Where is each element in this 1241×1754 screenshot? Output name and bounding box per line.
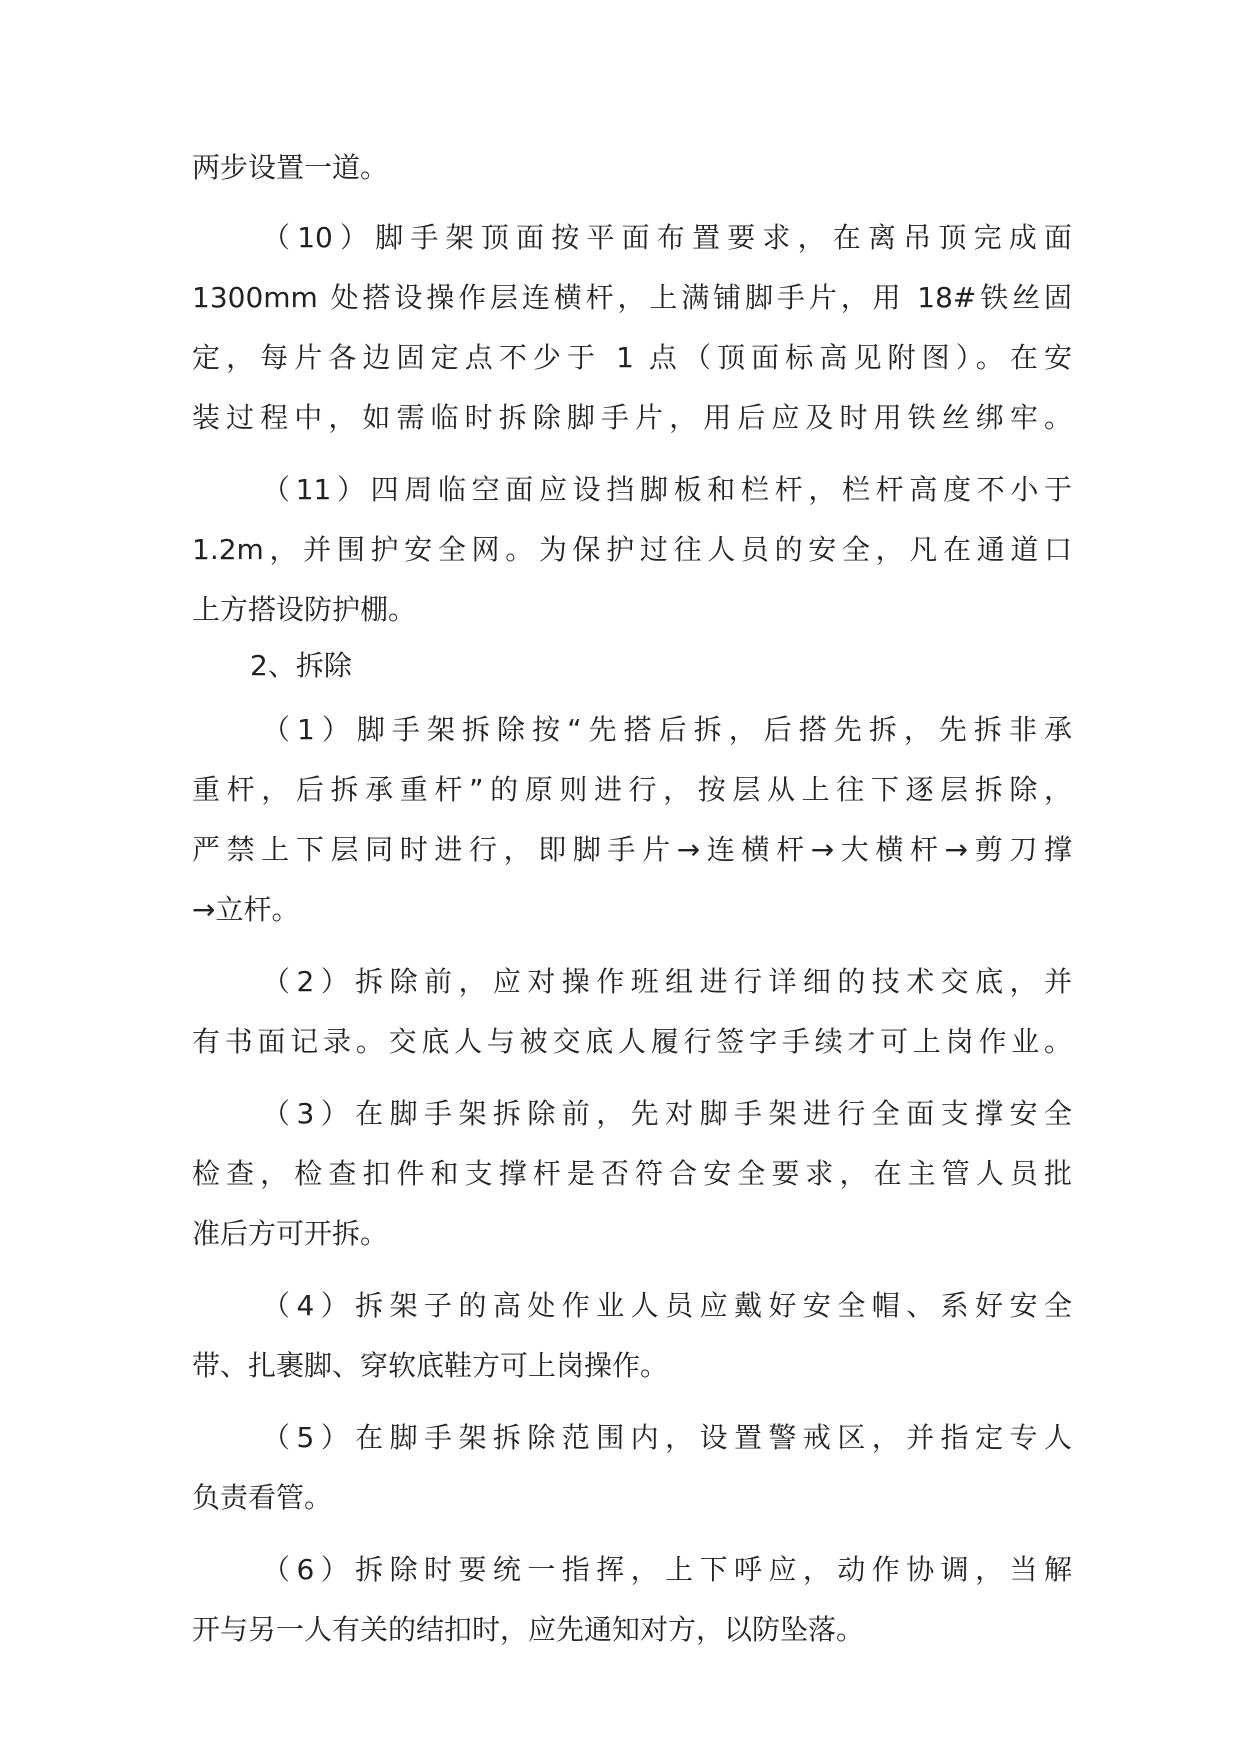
- paragraph-11-line-1: （11）四周临空面应设挡脚板和栏杆，栏杆高度不小于: [262, 473, 1072, 506]
- text-line: 1300mm 处搭设操作层连横杆，上满铺脚手片，用 18#铁丝固: [192, 281, 1072, 314]
- text-line: 装过程中，如需临时拆除脚手片，用后应及时用铁丝绑牢。: [192, 401, 1072, 434]
- paragraph-1-line-1: （1）脚手架拆除按“先搭后拆，后搭先拆，先拆非承: [262, 713, 1072, 746]
- text-line: 严禁上下层同时进行，即脚手片→连横杆→大横杆→剪刀撑: [192, 833, 1072, 866]
- text-line: 带、扎裹脚、穿软底鞋方可上岗操作。: [192, 1349, 669, 1382]
- text-line: 准后方可开拆。: [192, 1217, 389, 1250]
- text-line: 定，每片各边固定点不少于 1 点（顶面标高见附图）。在安: [192, 341, 1072, 374]
- paragraph-5-line-1: （5）在脚手架拆除范围内，设置警戒区，并指定专人: [262, 1421, 1072, 1454]
- paragraph-4-line-1: （4）拆架子的高处作业人员应戴好安全帽、系好安全: [262, 1289, 1072, 1322]
- text-line: 负责看管。: [192, 1481, 333, 1514]
- text-line: 有书面记录。交底人与被交底人履行签字手续才可上岗作业。: [192, 1025, 1072, 1058]
- section-heading-dismantling: 2、拆除: [250, 649, 352, 682]
- paragraph-3-line-1: （3）在脚手架拆除前，先对脚手架进行全面支撑安全: [262, 1097, 1072, 1130]
- text-line: 重杆，后拆承重杆”的原则进行，按层从上往下逐层拆除，: [192, 773, 1072, 806]
- text-line: 1.2m，并围护安全网。为保护过往人员的安全，凡在通道口: [192, 533, 1072, 566]
- text-line: 上方搭设防护棚。: [192, 593, 417, 626]
- paragraph-6-line-1: （6）拆除时要统一指挥，上下呼应，动作协调，当解: [262, 1553, 1072, 1586]
- text-line: →立杆。: [192, 893, 300, 926]
- paragraph-2-line-1: （2）拆除前，应对操作班组进行详细的技术交底，并: [262, 965, 1072, 998]
- text-line: 两步设置一道。: [192, 151, 389, 184]
- text-line: 检查，检查扣件和支撑杆是否符合安全要求，在主管人员批: [192, 1157, 1072, 1190]
- text-line: 开与另一人有关的结扣时，应先通知对方，以防坠落。: [192, 1613, 865, 1646]
- paragraph-10-line-1: （10）脚手架顶面按平面布置要求，在离吊顶完成面: [262, 221, 1072, 254]
